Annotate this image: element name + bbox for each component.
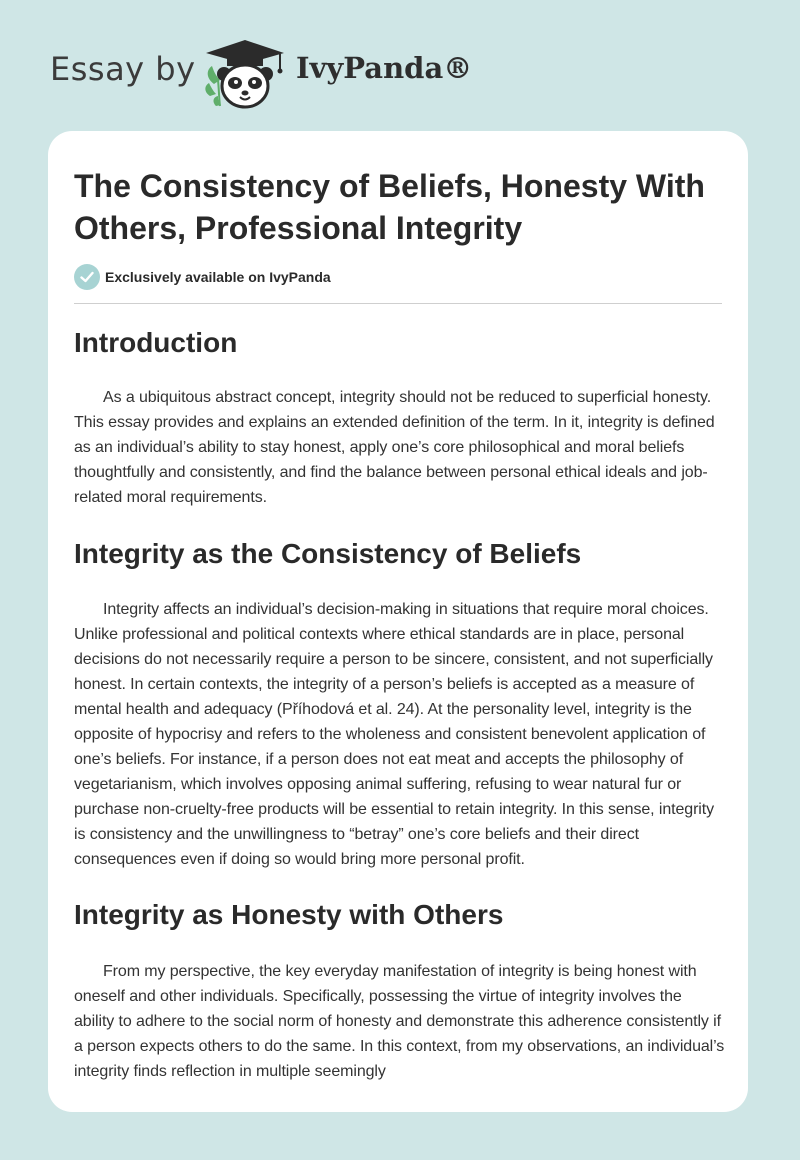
exclusive-badge-label: Exclusively available on IvyPanda	[105, 269, 331, 285]
section-paragraph-honesty-with-others: From my perspective, the key everyday manifestation of integrity is being honest with oneself and other individuals. Specifically, possessing the virtue of integrity involves the ability to adhere to the social norm of honesty and demonstrate this adherence consistently if a person expects others to do the same. In this context, from my observations, an individual’s integrity finds reflection in multiple seemingly	[74, 963, 725, 1080]
page-title: The Consistency of Beliefs, Honesty With Others, Professional Integrity	[74, 168, 705, 246]
exclusive-badge	[74, 264, 331, 290]
section-paragraph-consistency-of-beliefs: Integrity affects an individual’s decision-making in situations that require moral choices. Unlike professional and political contexts where ethical standards are in place, personal decisions do not necessarily require a person to be sincere, consistent, and not superficially honest. In certain contexts, the integrity of a person’s beliefs is accepted as a measure of mental health and adequacy (Příhodová et al. 24). At the personality level, integrity is the opposite of hypocrisy and refers to the wholeness and consistent benevolent application of one’s beliefs. For instance, if a person does not eat meat and accepts the philosophy of vegetarianism, which involves opposing animal suffering, refusing to wear natural fur or purchase non-cruelty-free products will be essential to retain integrity. In this sense, integrity is consistency and the unwillingness to “betray” one’s core beliefs and their direct consequences even if doing so would bring more personal profit.	[74, 601, 714, 868]
check-icon	[74, 264, 100, 290]
section-heading-introduction: Introduction	[74, 327, 238, 358]
brand-name[interactable]: IvyPanda®	[296, 51, 473, 85]
section-heading-consistency-of-beliefs: Integrity as the Consistency of Beliefs	[74, 538, 582, 569]
panda-graduate-icon	[200, 36, 290, 110]
essay-body	[74, 321, 726, 1084]
title-divider	[74, 303, 722, 304]
essay-by-label: Essay by	[50, 50, 196, 88]
section-heading-honesty-with-others: Integrity as Honesty with Others	[74, 899, 504, 930]
section-paragraph-introduction: As a ubiquitous abstract concept, integrity should not be reduced to superficial honesty. This essay provides and explains an extended definition of the term. In it, integrity is defined as an individual’s ability to stay honest, apply one’s core philosophical and moral beliefs thoughtfully and consistently, and find the balance between personal ethical ideals and job-related moral requirements.	[74, 389, 715, 506]
site-header	[0, 0, 800, 130]
essay-card	[48, 131, 748, 1112]
